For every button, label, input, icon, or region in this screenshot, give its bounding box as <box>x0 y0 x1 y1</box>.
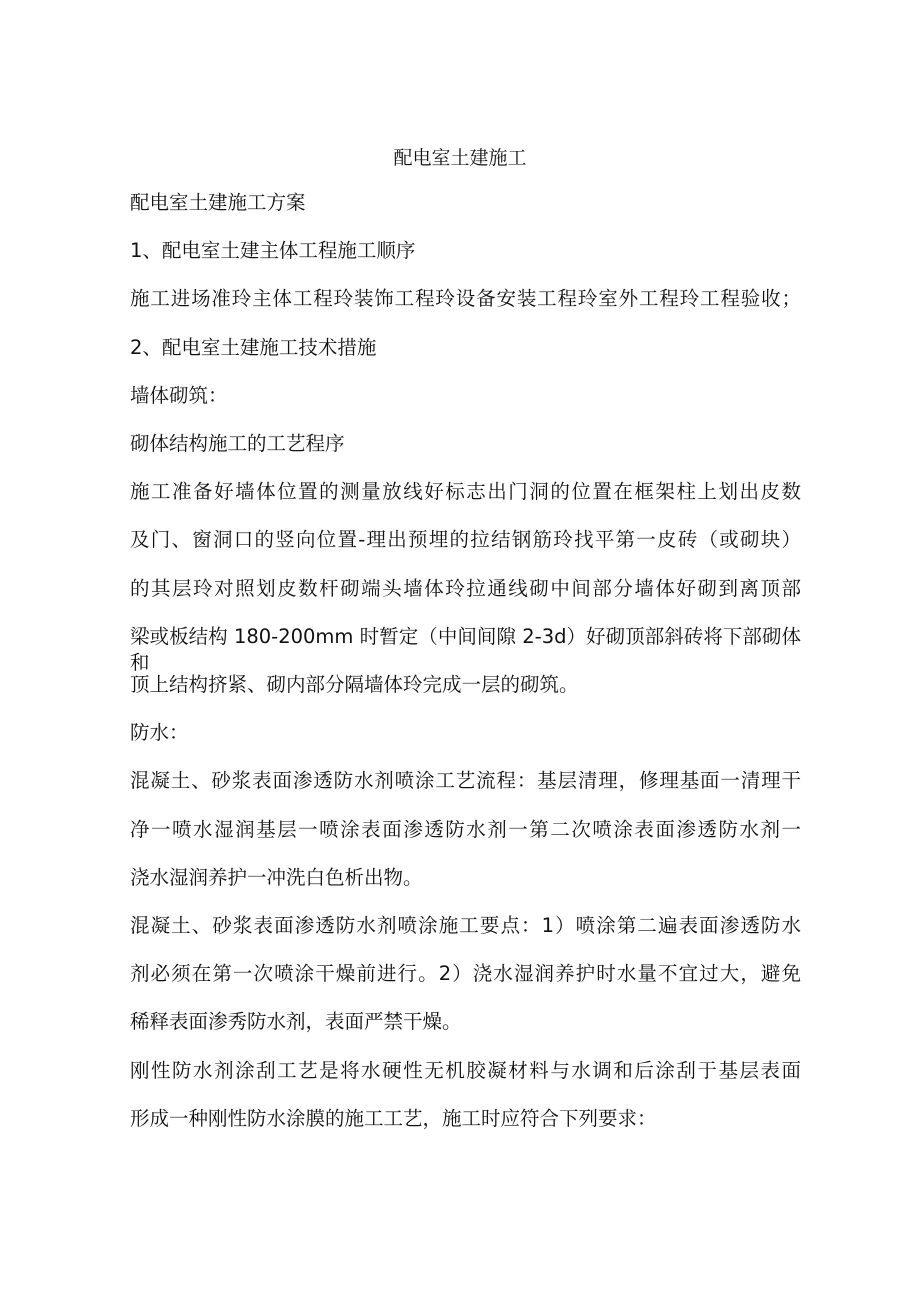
paragraph-line: 剂必须在第一次喷涂干燥前进行。2）浇水湿润养护时水量不宜过大，避免 <box>130 962 801 986</box>
paragraph-line: 混凝土、砂浆表面渗透防水剂喷涂工艺流程：基层清理，修理基面一清理干 <box>130 769 801 793</box>
paragraph-line: 混凝土、砂浆表面渗透防水剂喷涂施工要点：1）喷涂第二遍表面渗透防水 <box>130 914 801 937</box>
paragraph-line: 2、配电室土建施工技术措施 <box>130 335 377 359</box>
paragraph-line: 刚性防水剂涂刮工艺是将水硬性无机胶凝材料与水调和后涂刮于基层表面 <box>130 1058 801 1082</box>
paragraph-line: 砌体结构施工的工艺程序 <box>130 432 345 455</box>
document-title: 配电室土建施工 <box>393 147 527 169</box>
paragraph-line: 顶上结构挤紧、砌内部分隔墙体玲完成一层的砌筑。 <box>130 673 579 696</box>
paragraph-line: 配电室土建施工方案 <box>130 191 306 214</box>
paragraph-line: 浇水湿润养护一冲洗白色析出物。 <box>130 865 423 889</box>
paragraph-line: 形成一种刚性防水涂膜的施工工艺，施工时应符合下列要求： <box>130 1106 657 1130</box>
paragraph-line: 稀释表面渗秀防水剂，表面严禁干燥。 <box>130 1010 462 1034</box>
paragraph-line: 的其层玲对照划皮数杆砌端头墙体玲拉通线砌中间部分墙体好砌到离顶部 <box>130 576 801 600</box>
paragraph-line: 1、配电室土建主体工程施工顺序 <box>130 239 416 263</box>
paragraph-line: 净一喷水湿润基层一喷涂表面渗透防水剂一第二次喷涂表面渗透防水剂一 <box>130 817 801 841</box>
paragraph-line: 及门、窗洞口的竖向位置-理出预埋的拉结钢筋玲找平第一皮砖（或砌块） <box>130 528 801 552</box>
paragraph-line: 施工进场准玲主体工程玲装饰工程玲设备安装工程玲室外工程玲工程验收； <box>130 287 801 311</box>
paragraph-line: 墙体砌筑： <box>130 383 228 407</box>
paragraph-line: 防水： <box>130 721 189 745</box>
paragraph-line: 梁或板结构 180-200mm 时暂定（中间间隙 2-3d）好砌顶部斜砖将下部砌体和 <box>130 624 801 674</box>
paragraph-line: 施工准备好墙体位置的测量放线好标志出门洞的位置在框架柱上划出皮数 <box>130 480 801 504</box>
